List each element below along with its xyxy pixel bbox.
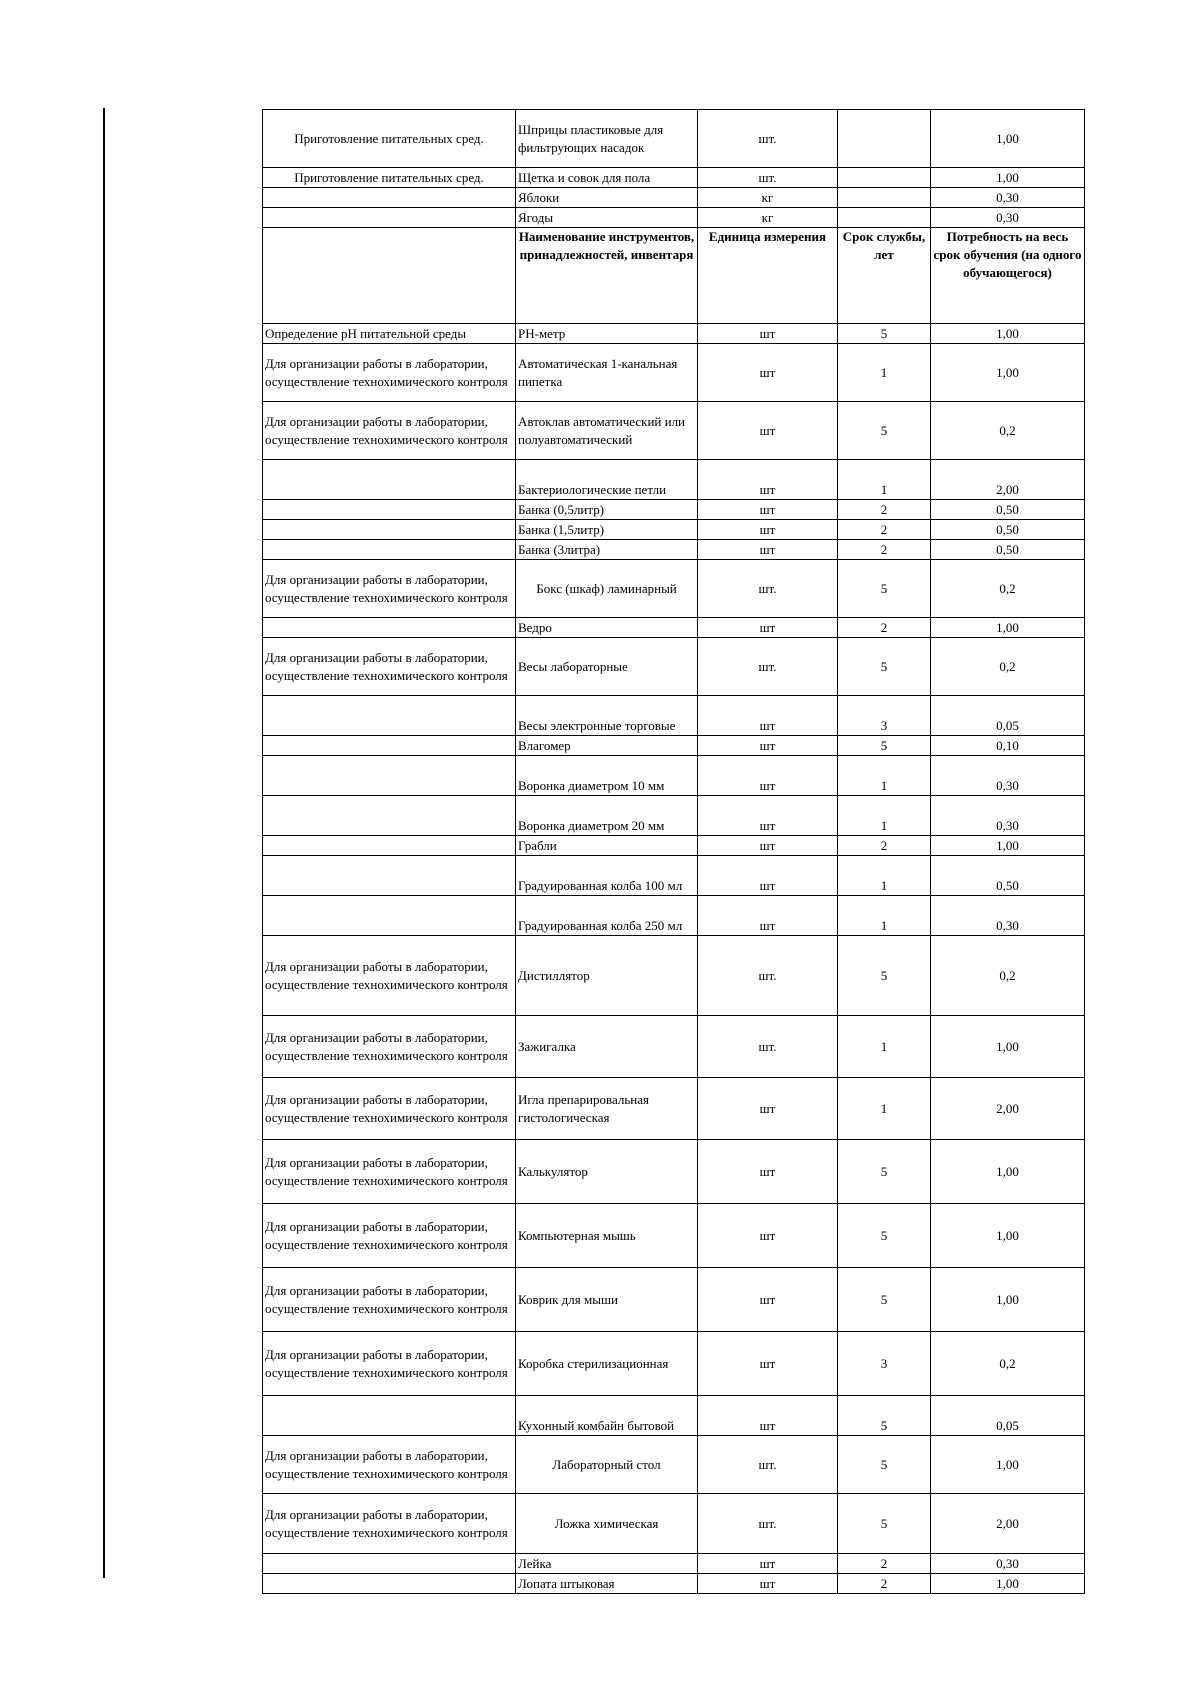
table-row <box>263 1204 1085 1268</box>
row-item-name: Коробка стерилизационная <box>516 1332 698 1396</box>
row-item-name: Грабли <box>516 836 698 856</box>
row-item-name: Воронка диаметром 10 мм <box>516 756 698 796</box>
row-unit: шт <box>698 460 838 500</box>
row-unit: кг <box>698 208 838 228</box>
row-unit: шт <box>698 1554 838 1574</box>
row-term: 2 <box>838 836 931 856</box>
row-need: 2,00 <box>931 1078 1085 1140</box>
row-purpose <box>263 1554 516 1574</box>
row-term: 2 <box>838 1574 931 1594</box>
row-purpose <box>263 1574 516 1594</box>
row-unit: шт <box>698 344 838 402</box>
table-row <box>263 540 1085 560</box>
row-unit: шт <box>698 500 838 520</box>
row-unit: шт. <box>698 936 838 1016</box>
table-row <box>263 1396 1085 1436</box>
row-item-name: Яблоки <box>516 188 698 208</box>
row-purpose: Для организации работы в лаборатории, осуществление технохимического контроля <box>263 1494 516 1554</box>
row-unit: шт <box>698 1574 838 1594</box>
row-unit: шт <box>698 856 838 896</box>
row-item-name: Игла препарировальная гистологическая <box>516 1078 698 1140</box>
row-term <box>838 110 931 168</box>
row-purpose: Для организации работы в лаборатории, осуществление технохимического контроля <box>263 638 516 696</box>
row-purpose: Для организации работы в лаборатории, осуществление технохимического контроля <box>263 1078 516 1140</box>
table-row <box>263 208 1085 228</box>
row-term: 1 <box>838 896 931 936</box>
header-row <box>263 228 1085 324</box>
table-row <box>263 520 1085 540</box>
row-term: 5 <box>838 560 931 618</box>
row-need: 1,00 <box>931 324 1085 344</box>
row-item-name: Лопата штыковая <box>516 1574 698 1594</box>
table-row <box>263 638 1085 696</box>
row-term: 5 <box>838 1436 931 1494</box>
table-body <box>263 324 1085 1594</box>
row-term: 5 <box>838 936 931 1016</box>
row-term: 3 <box>838 696 931 736</box>
row-purpose: Для организации работы в лаборатории, осуществление технохимического контроля <box>263 1016 516 1078</box>
row-need: 0,50 <box>931 520 1085 540</box>
row-need: 0,30 <box>931 208 1085 228</box>
row-term: 1 <box>838 1016 931 1078</box>
table-row <box>263 188 1085 208</box>
row-need: 0,30 <box>931 796 1085 836</box>
row-need: 1,00 <box>931 618 1085 638</box>
row-need: 0,50 <box>931 856 1085 896</box>
table-row <box>263 344 1085 402</box>
row-need: 0,30 <box>931 1554 1085 1574</box>
row-need: 1,00 <box>931 1436 1085 1494</box>
row-purpose: Для организации работы в лаборатории, осуществление технохимического контроля <box>263 560 516 618</box>
row-item-name: Калькулятор <box>516 1140 698 1204</box>
row-item-name: Воронка диаметром 20 мм <box>516 796 698 836</box>
row-unit: шт <box>698 618 838 638</box>
row-need: 1,00 <box>931 1268 1085 1332</box>
row-item-name: Бокс (шкаф) ламинарный <box>516 560 698 618</box>
row-item-name: Лейка <box>516 1554 698 1574</box>
row-term: 2 <box>838 500 931 520</box>
row-purpose <box>263 500 516 520</box>
row-unit: шт. <box>698 1436 838 1494</box>
table-row <box>263 560 1085 618</box>
row-unit: шт. <box>698 168 838 188</box>
row-unit: шт <box>698 324 838 344</box>
row-need: 2,00 <box>931 1494 1085 1554</box>
row-unit: шт <box>698 1268 838 1332</box>
row-term <box>838 208 931 228</box>
row-unit: шт <box>698 1332 838 1396</box>
row-term: 1 <box>838 344 931 402</box>
row-item-name: Зажигалка <box>516 1016 698 1078</box>
row-term: 2 <box>838 618 931 638</box>
row-purpose <box>263 836 516 856</box>
row-purpose: Для организации работы в лаборатории, осуществление технохимического контроля <box>263 1436 516 1494</box>
row-need: 0,05 <box>931 1396 1085 1436</box>
row-item-name: Щетка и совок для пола <box>516 168 698 188</box>
row-term: 3 <box>838 1332 931 1396</box>
row-need: 0,2 <box>931 402 1085 460</box>
row-term: 5 <box>838 1204 931 1268</box>
row-need: 0,2 <box>931 638 1085 696</box>
row-need: 0,30 <box>931 188 1085 208</box>
row-need: 0,50 <box>931 500 1085 520</box>
row-term: 1 <box>838 1078 931 1140</box>
row-term: 2 <box>838 540 931 560</box>
row-term: 5 <box>838 638 931 696</box>
row-need: 1,00 <box>931 344 1085 402</box>
row-need: 1,00 <box>931 168 1085 188</box>
row-item-name: Влагомер <box>516 736 698 756</box>
row-purpose <box>263 796 516 836</box>
row-need: 0,2 <box>931 936 1085 1016</box>
table-row <box>263 500 1085 520</box>
table-row <box>263 618 1085 638</box>
row-purpose <box>263 618 516 638</box>
row-need: 0,30 <box>931 756 1085 796</box>
row-purpose <box>263 1396 516 1436</box>
row-need: 1,00 <box>931 836 1085 856</box>
row-unit: шт. <box>698 560 838 618</box>
row-purpose: Для организации работы в лаборатории, осуществление технохимического контроля <box>263 402 516 460</box>
row-purpose <box>263 896 516 936</box>
row-item-name: Дистиллятор <box>516 936 698 1016</box>
row-term: 1 <box>838 796 931 836</box>
row-term: 5 <box>838 1494 931 1554</box>
row-term: 2 <box>838 1554 931 1574</box>
inventory-table <box>262 109 1085 1594</box>
row-term: 5 <box>838 1140 931 1204</box>
row-purpose <box>263 460 516 500</box>
row-item-name: Автоклав автоматический или полуавтоматический <box>516 402 698 460</box>
row-unit: шт <box>698 736 838 756</box>
row-item-name: Ведро <box>516 618 698 638</box>
row-need: 0,50 <box>931 540 1085 560</box>
table-row <box>263 1078 1085 1140</box>
row-unit: шт <box>698 402 838 460</box>
row-purpose: Определение рН питательной среды <box>263 324 516 344</box>
row-purpose <box>263 856 516 896</box>
table-row <box>263 1554 1085 1574</box>
row-item-name: Банка (3литра) <box>516 540 698 560</box>
row-purpose: Для организации работы в лаборатории, осуществление технохимического контроля <box>263 1204 516 1268</box>
row-item-name: Лабораторный стол <box>516 1436 698 1494</box>
row-item-name: Бактериологические петли <box>516 460 698 500</box>
row-need: 0,05 <box>931 696 1085 736</box>
row-unit: шт <box>698 1078 838 1140</box>
header-term: Срок службы, лет <box>838 228 931 324</box>
table-row <box>263 936 1085 1016</box>
row-item-name: Ягоды <box>516 208 698 228</box>
table-body-top <box>263 110 1085 228</box>
row-need: 1,00 <box>931 110 1085 168</box>
row-term: 1 <box>838 756 931 796</box>
table-row <box>263 796 1085 836</box>
row-unit: шт. <box>698 110 838 168</box>
row-term: 2 <box>838 520 931 540</box>
row-item-name: Автоматическая 1-канальная пипетка <box>516 344 698 402</box>
row-item-name: Градуированная колба 100 мл <box>516 856 698 896</box>
row-purpose: Для организации работы в лаборатории, осуществление технохимического контроля <box>263 344 516 402</box>
row-need: 1,00 <box>931 1574 1085 1594</box>
table-row <box>263 756 1085 796</box>
row-unit: кг <box>698 188 838 208</box>
row-term <box>838 188 931 208</box>
row-item-name: Коврик для мыши <box>516 1268 698 1332</box>
row-purpose: Приготовление питательных сред. <box>263 110 516 168</box>
row-unit: шт <box>698 756 838 796</box>
row-term: 5 <box>838 1268 931 1332</box>
row-term <box>838 168 931 188</box>
row-unit: шт <box>698 520 838 540</box>
table-row <box>263 402 1085 460</box>
row-need: 1,00 <box>931 1016 1085 1078</box>
row-unit: шт <box>698 1204 838 1268</box>
table-row <box>263 1436 1085 1494</box>
row-item-name: Весы лабораторные <box>516 638 698 696</box>
row-need: 0,30 <box>931 896 1085 936</box>
row-item-name: Компьютерная мышь <box>516 1204 698 1268</box>
row-item-name: Ложка химическая <box>516 1494 698 1554</box>
row-need: 0,2 <box>931 560 1085 618</box>
row-need: 1,00 <box>931 1140 1085 1204</box>
header-name: Наименование инструментов, принадлежностей, инвентаря <box>516 228 698 324</box>
row-unit: шт. <box>698 638 838 696</box>
row-purpose: Для организации работы в лаборатории, осуществление технохимического контроля <box>263 1268 516 1332</box>
row-unit: шт <box>698 1396 838 1436</box>
table-row <box>263 736 1085 756</box>
header-purpose-cell <box>263 228 516 324</box>
row-unit: шт <box>698 1140 838 1204</box>
row-purpose <box>263 736 516 756</box>
row-item-name: Шприцы пластиковые для фильтрующих насадок <box>516 110 698 168</box>
row-purpose <box>263 540 516 560</box>
row-need: 0,2 <box>931 1332 1085 1396</box>
row-unit: шт <box>698 836 838 856</box>
table-row <box>263 856 1085 896</box>
table-row <box>263 1332 1085 1396</box>
header-need: Потребность на весь срок обучения (на одного обучающегося) <box>931 228 1085 324</box>
row-item-name: Весы электронные торговые <box>516 696 698 736</box>
table-row <box>263 1016 1085 1078</box>
table-row <box>263 1494 1085 1554</box>
table-row <box>263 1574 1085 1594</box>
row-unit: шт <box>698 896 838 936</box>
row-purpose: Для организации работы в лаборатории, осуществление технохимического контроля <box>263 1332 516 1396</box>
row-purpose <box>263 520 516 540</box>
table-row <box>263 460 1085 500</box>
row-unit: шт <box>698 540 838 560</box>
row-term: 1 <box>838 460 931 500</box>
row-purpose: Приготовление питательных сред. <box>263 168 516 188</box>
table-row <box>263 168 1085 188</box>
row-item-name: Кухонный комбайн бытовой <box>516 1396 698 1436</box>
row-item-name: Банка (0,5литр) <box>516 500 698 520</box>
row-unit: шт <box>698 796 838 836</box>
row-purpose <box>263 188 516 208</box>
row-item-name: РН-метр <box>516 324 698 344</box>
row-purpose <box>263 696 516 736</box>
table-row <box>263 896 1085 936</box>
row-purpose <box>263 208 516 228</box>
header-unit: Единица измерения <box>698 228 838 324</box>
row-term: 1 <box>838 856 931 896</box>
row-term: 5 <box>838 1396 931 1436</box>
row-term: 5 <box>838 736 931 756</box>
table-row <box>263 1140 1085 1204</box>
row-term: 5 <box>838 324 931 344</box>
row-unit: шт. <box>698 1016 838 1078</box>
table-header <box>263 228 1085 324</box>
row-unit: шт <box>698 696 838 736</box>
row-purpose: Для организации работы в лаборатории, осуществление технохимического контроля <box>263 936 516 1016</box>
row-purpose: Для организации работы в лаборатории, осуществление технохимического контроля <box>263 1140 516 1204</box>
row-need: 1,00 <box>931 1204 1085 1268</box>
left-margin-line <box>103 108 105 1578</box>
table-row <box>263 1268 1085 1332</box>
row-item-name: Банка (1,5литр) <box>516 520 698 540</box>
table-row <box>263 110 1085 168</box>
table-row <box>263 696 1085 736</box>
row-unit: шт. <box>698 1494 838 1554</box>
row-need: 0,10 <box>931 736 1085 756</box>
table-row <box>263 836 1085 856</box>
table-row <box>263 324 1085 344</box>
row-item-name: Градуированная колба 250 мл <box>516 896 698 936</box>
row-term: 5 <box>838 402 931 460</box>
row-purpose <box>263 756 516 796</box>
row-need: 2,00 <box>931 460 1085 500</box>
